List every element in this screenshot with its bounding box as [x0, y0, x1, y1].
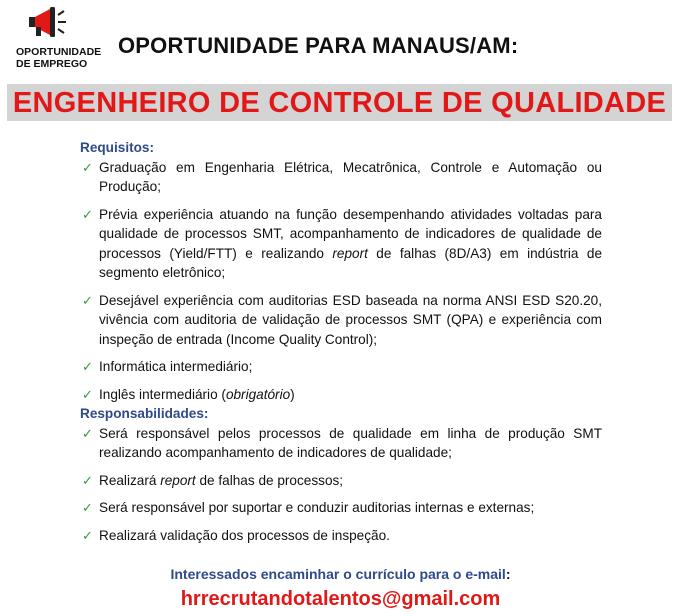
- check-icon: ✓: [82, 206, 93, 222]
- list-item: ✓ Graduação em Engenharia Elétrica, Mecatrônica, Controle e Automação ou Produção;: [82, 159, 602, 194]
- list-item: ✓ Prévia experiência atuando na função desempenhando atividades voltadas para qualidade de processos SMT, acompanhamento de indicadores de qualidade de processos (Yield/FTT) e realizando report de falhas (8D/A3) em indústria de segmento eletrônico;: [82, 206, 603, 280]
- job-title-banner: [7, 84, 672, 121]
- apply-colon: :: [505, 566, 511, 582]
- megaphone-icon: [28, 6, 68, 40]
- contact-email[interactable]: hrrecrutandotalentos@gmail.com: [180, 588, 501, 610]
- check-icon: ✓: [82, 359, 93, 374]
- list-item: ✓ Realizará report de falhas de processos;: [80, 471, 602, 491]
- list-item: ✓ Inglês intermediário (obrigatório): [80, 385, 602, 405]
- check-icon: ✓: [82, 500, 93, 515]
- logo-caption: [16, 46, 106, 70]
- job-title: ENGENHEIRO DE CONTROLE DE QUALIDADE: [12, 87, 667, 119]
- list-item: ✓ Informática intermediário;: [80, 357, 602, 377]
- check-icon: ✓: [82, 472, 93, 488]
- check-icon: ✓: [82, 159, 93, 175]
- list-item: ✓ Será responsável por suportar e conduzir auditorias internas e externas;: [80, 498, 602, 518]
- requirements-list: [80, 158, 602, 405]
- apply-text: Interessados encaminhar o currículo para o e-mail: [170, 566, 506, 582]
- job-opportunity-logo: [12, 6, 102, 76]
- list-item: ✓ Realizará validação dos processos de inspeção.: [80, 526, 602, 546]
- check-icon: ✓: [82, 386, 93, 402]
- check-icon: ✓: [82, 527, 93, 543]
- list-item: ✓ Será responsável pelos processos de qualidade em linha de produção SMT realizando acompanhamento de indicadores de qualidade;: [82, 425, 602, 460]
- apply-instruction: [0, 566, 681, 582]
- requirements-title: Requisitos:: [80, 140, 155, 155]
- logo-line-1: OPORTUNIDADE: [16, 46, 102, 58]
- check-icon: ✓: [82, 292, 93, 308]
- logo-line-2: DE EMPREGO: [16, 58, 88, 70]
- responsibilities-title: Responsabilidades:: [80, 406, 209, 421]
- responsibilities-list: [80, 424, 602, 546]
- list-item: ✓ Desejável experiência com auditorias ESD baseada na norma ANSI ESD S20.20, vivência com auditoria de validação de processos SMT (QPA) e experiência com inspeção de entrada (Income Quality Control);: [82, 292, 602, 347]
- page-headline: OPORTUNIDADE PARA MANAUS/AM:: [118, 33, 519, 58]
- check-icon: ✓: [82, 425, 93, 441]
- job-description: [80, 138, 602, 545]
